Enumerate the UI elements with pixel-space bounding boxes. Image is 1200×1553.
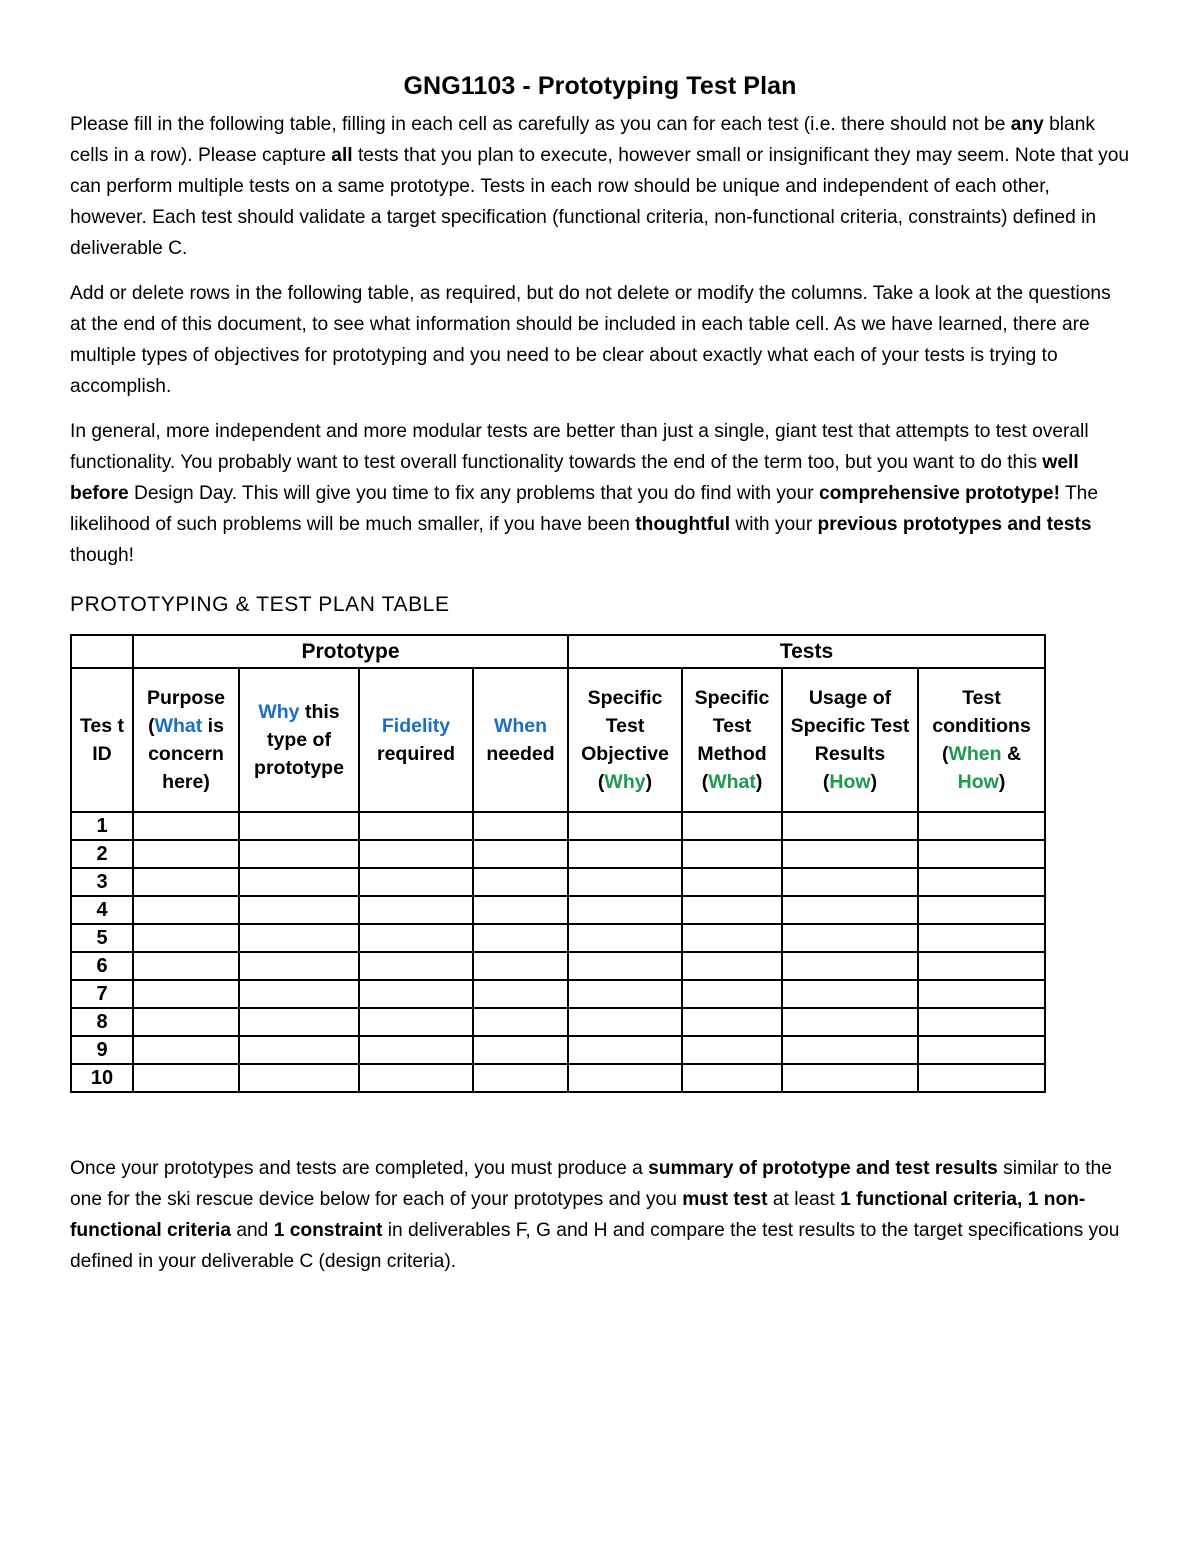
test-id-cell: 7 — [71, 980, 133, 1008]
intro-paragraph-2: Add or delete rows in the following table, as required, but do not delete or modify the columns. Take a look at the questions at the end of this document, to see what information should be included in each table cell. As we have learned, there are multiple types of objectives for prototyping and you need to be clear about exactly what each of your tests is trying to accomplish. — [70, 283, 1111, 397]
text-run: ) — [870, 771, 878, 793]
keyword-why: Why — [604, 771, 646, 793]
table-row — [71, 980, 1045, 1008]
keyword-how: How — [829, 771, 871, 793]
col-test-method — [682, 668, 782, 812]
bold-run: any — [1010, 114, 1044, 135]
table-cell[interactable] — [782, 1008, 918, 1036]
table-cell[interactable] — [133, 1064, 239, 1092]
text-run: similar to the one for the ski rescue device below for each of your prototypes and you — [70, 1158, 1112, 1210]
test-id-cell: 4 — [71, 896, 133, 924]
table-cell[interactable] — [473, 1036, 568, 1064]
table-cell[interactable] — [133, 896, 239, 924]
table-cell[interactable] — [682, 868, 782, 896]
text-run: Usage of Specific Test Results ( — [790, 687, 910, 793]
table-cell[interactable] — [782, 924, 918, 952]
text-run: in deliverables F, G and H and compare the test results to the target specifications you defined in your deliverable C (design criteria). — [70, 1220, 1120, 1272]
table-cell[interactable] — [918, 868, 1045, 896]
table-row — [71, 896, 1045, 924]
text-run: ) — [998, 771, 1006, 793]
table-cell[interactable] — [239, 1064, 359, 1092]
test-id-cell: 3 — [71, 868, 133, 896]
bold-run: previous prototypes and tests — [817, 514, 1092, 535]
test-id-cell: 6 — [71, 952, 133, 980]
test-id-cell: 8 — [71, 1008, 133, 1036]
table-cell[interactable] — [682, 924, 782, 952]
text-run: ( — [148, 715, 155, 737]
table-cell[interactable] — [682, 1036, 782, 1064]
bold-run: comprehensive prototype! — [819, 483, 1060, 504]
text-run: Specific Test Objective ( — [581, 687, 669, 793]
test-id-cell: 5 — [71, 924, 133, 952]
table-row — [71, 1036, 1045, 1064]
text-run: though! — [70, 545, 135, 566]
table-cell[interactable] — [568, 812, 682, 840]
table-row — [71, 952, 1045, 980]
table-cell[interactable] — [918, 840, 1045, 868]
table-cell[interactable] — [133, 840, 239, 868]
table-heading: PROTOTYPING & TEST PLAN TABLE — [70, 593, 450, 616]
table-cell[interactable] — [568, 1008, 682, 1036]
table-body — [71, 812, 1045, 1092]
table-cell[interactable] — [918, 1064, 1045, 1092]
table-cell[interactable] — [918, 980, 1045, 1008]
table-cell[interactable] — [918, 952, 1045, 980]
keyword-why: Why — [258, 701, 300, 723]
table-cell[interactable] — [682, 896, 782, 924]
table-cell[interactable] — [473, 952, 568, 980]
table-cell[interactable] — [568, 952, 682, 980]
table-cell[interactable] — [133, 1036, 239, 1064]
table-cell[interactable] — [682, 952, 782, 980]
col-test-id: Tes t ID — [71, 668, 133, 812]
table-cell[interactable] — [568, 868, 682, 896]
table-cell[interactable] — [782, 840, 918, 868]
table-cell[interactable] — [682, 812, 782, 840]
keyword-how: How — [957, 771, 999, 793]
text-run: ) — [755, 771, 763, 793]
table-cell[interactable] — [359, 952, 473, 980]
document-page — [70, 72, 1130, 1291]
bold-run: must test — [682, 1189, 768, 1210]
table-cell[interactable] — [568, 980, 682, 1008]
table-row — [71, 812, 1045, 840]
text-run: Once your prototypes and tests are completed, you must produce a — [70, 1158, 649, 1179]
text-run: The likelihood of such problems will be much smaller, if you have been — [70, 483, 1099, 535]
text-run: at least — [767, 1189, 841, 1210]
text-run: & — [1001, 743, 1022, 765]
table-row — [71, 924, 1045, 952]
table-cell[interactable] — [473, 1064, 568, 1092]
table-cell[interactable] — [239, 840, 359, 868]
group-tests: Tests — [568, 635, 1045, 668]
table-cell[interactable] — [568, 1064, 682, 1092]
table-cell[interactable] — [568, 924, 682, 952]
table-cell[interactable] — [568, 1036, 682, 1064]
text-run: Test conditions ( — [932, 687, 1031, 765]
table-cell[interactable] — [568, 840, 682, 868]
table-cell[interactable] — [359, 1008, 473, 1036]
table-cell[interactable] — [782, 952, 918, 980]
bold-run: thoughtful — [635, 514, 731, 535]
table-cell[interactable] — [239, 1008, 359, 1036]
table-cell[interactable] — [918, 1008, 1045, 1036]
table-cell[interactable] — [359, 980, 473, 1008]
table-row — [71, 1064, 1045, 1092]
keyword-when: When — [493, 715, 548, 737]
table-cell[interactable] — [918, 812, 1045, 840]
table-cell[interactable] — [473, 1008, 568, 1036]
table-cell[interactable] — [473, 924, 568, 952]
table-cell[interactable] — [918, 896, 1045, 924]
table-cell[interactable] — [359, 924, 473, 952]
text-run: with your — [730, 514, 818, 535]
keyword-when: When — [948, 743, 1002, 765]
table-cell[interactable] — [682, 1008, 782, 1036]
col-usage-results — [782, 668, 918, 812]
table-cell[interactable] — [239, 896, 359, 924]
table-cell[interactable] — [133, 812, 239, 840]
text-run: is concern here) — [148, 715, 224, 793]
bold-run: 1 constraint — [273, 1220, 383, 1241]
text-run: Purpose — [146, 687, 226, 709]
table-cell[interactable] — [239, 868, 359, 896]
table-cell[interactable] — [473, 980, 568, 1008]
column-header-row — [71, 668, 1045, 812]
col-why-prototype — [239, 668, 359, 812]
prototyping-test-plan-table — [70, 634, 1046, 1093]
text-run: and — [231, 1220, 274, 1241]
table-cell[interactable] — [239, 980, 359, 1008]
table-cell[interactable] — [682, 980, 782, 1008]
text-run: this type of prototype — [254, 701, 344, 779]
bold-run: all — [331, 145, 353, 166]
table-cell[interactable] — [782, 812, 918, 840]
corner-cell — [71, 635, 133, 668]
col-test-conditions — [918, 668, 1045, 812]
col-when-needed — [473, 668, 568, 812]
table-cell[interactable] — [568, 896, 682, 924]
table-cell[interactable] — [239, 952, 359, 980]
table-cell[interactable] — [918, 1036, 1045, 1064]
test-id-cell: 1 — [71, 812, 133, 840]
table-row — [71, 868, 1045, 896]
text-run: Specific Test Method ( — [694, 687, 770, 793]
table-cell[interactable] — [473, 812, 568, 840]
table-cell[interactable] — [473, 868, 568, 896]
table-cell[interactable] — [133, 868, 239, 896]
col-test-objective — [568, 668, 682, 812]
bold-run: summary of prototype and test results — [648, 1158, 998, 1179]
table-cell[interactable] — [133, 952, 239, 980]
table-cell[interactable] — [239, 1036, 359, 1064]
table-cell[interactable] — [359, 840, 473, 868]
text-run: required — [376, 743, 456, 765]
bold-run: 1 functional criteria, 1 non-functional criteria — [70, 1189, 1086, 1241]
col-fidelity — [359, 668, 473, 812]
text-run: Please fill in the following table, filling in each cell as carefully as you can for each test (i.e. there should not be — [70, 114, 1011, 135]
text-run: In general, more independent and more modular tests are better than just a single, giant test that attempts to test overall functionality. You probably want to test overall functionality towards the end of the term too, but you want to do this — [70, 421, 1089, 473]
keyword-fidelity: Fidelity — [381, 715, 451, 737]
text-run: blank cells in a row). Please capture — [70, 114, 1095, 166]
table-cell[interactable] — [918, 924, 1045, 952]
test-id-cell: 10 — [71, 1064, 133, 1092]
table-row — [71, 1008, 1045, 1036]
group-header-row — [71, 635, 1045, 668]
text-run: ) — [645, 771, 653, 793]
table-cell[interactable] — [359, 1036, 473, 1064]
test-id-cell: 9 — [71, 1036, 133, 1064]
intro-paragraph-3 — [70, 416, 1130, 571]
table-cell[interactable] — [359, 1064, 473, 1092]
keyword-what: What — [708, 771, 756, 793]
text-run: needed — [486, 743, 555, 765]
intro-paragraph-1 — [70, 109, 1130, 264]
table-cell[interactable] — [359, 812, 473, 840]
table-cell[interactable] — [133, 924, 239, 952]
closing-paragraph — [70, 1153, 1130, 1277]
table-cell[interactable] — [359, 868, 473, 896]
document-title: GNG1103 - Prototyping Test Plan — [403, 72, 797, 100]
group-prototype: Prototype — [133, 635, 568, 668]
table-cell[interactable] — [782, 1064, 918, 1092]
table-cell[interactable] — [133, 980, 239, 1008]
table-cell[interactable] — [782, 896, 918, 924]
table-cell[interactable] — [782, 868, 918, 896]
text-run: Design Day. This will give you time to fix any problems that you do find with your — [128, 483, 819, 504]
bold-run: well before — [70, 452, 1079, 504]
table-cell[interactable] — [359, 896, 473, 924]
table-cell[interactable] — [782, 980, 918, 1008]
table-cell[interactable] — [239, 924, 359, 952]
table-cell[interactable] — [682, 840, 782, 868]
keyword-what: What — [154, 715, 203, 737]
text-run: tests that you plan to execute, however small or insignificant they may seem. Note that you can perform multiple tests on a same prototype. Tests in each row should be unique and independent of each other, however. Each test should validate a target specification (functional criteria, non-functional criteria, constraints) defined in deliverable C. — [70, 145, 1130, 259]
table-row — [71, 840, 1045, 868]
table-cell[interactable] — [473, 896, 568, 924]
test-id-cell: 2 — [71, 840, 133, 868]
table-cell[interactable] — [682, 1064, 782, 1092]
table-cell[interactable] — [239, 812, 359, 840]
col-purpose — [133, 668, 239, 812]
table-cell[interactable] — [782, 1036, 918, 1064]
table-cell[interactable] — [473, 840, 568, 868]
table-cell[interactable] — [133, 1008, 239, 1036]
